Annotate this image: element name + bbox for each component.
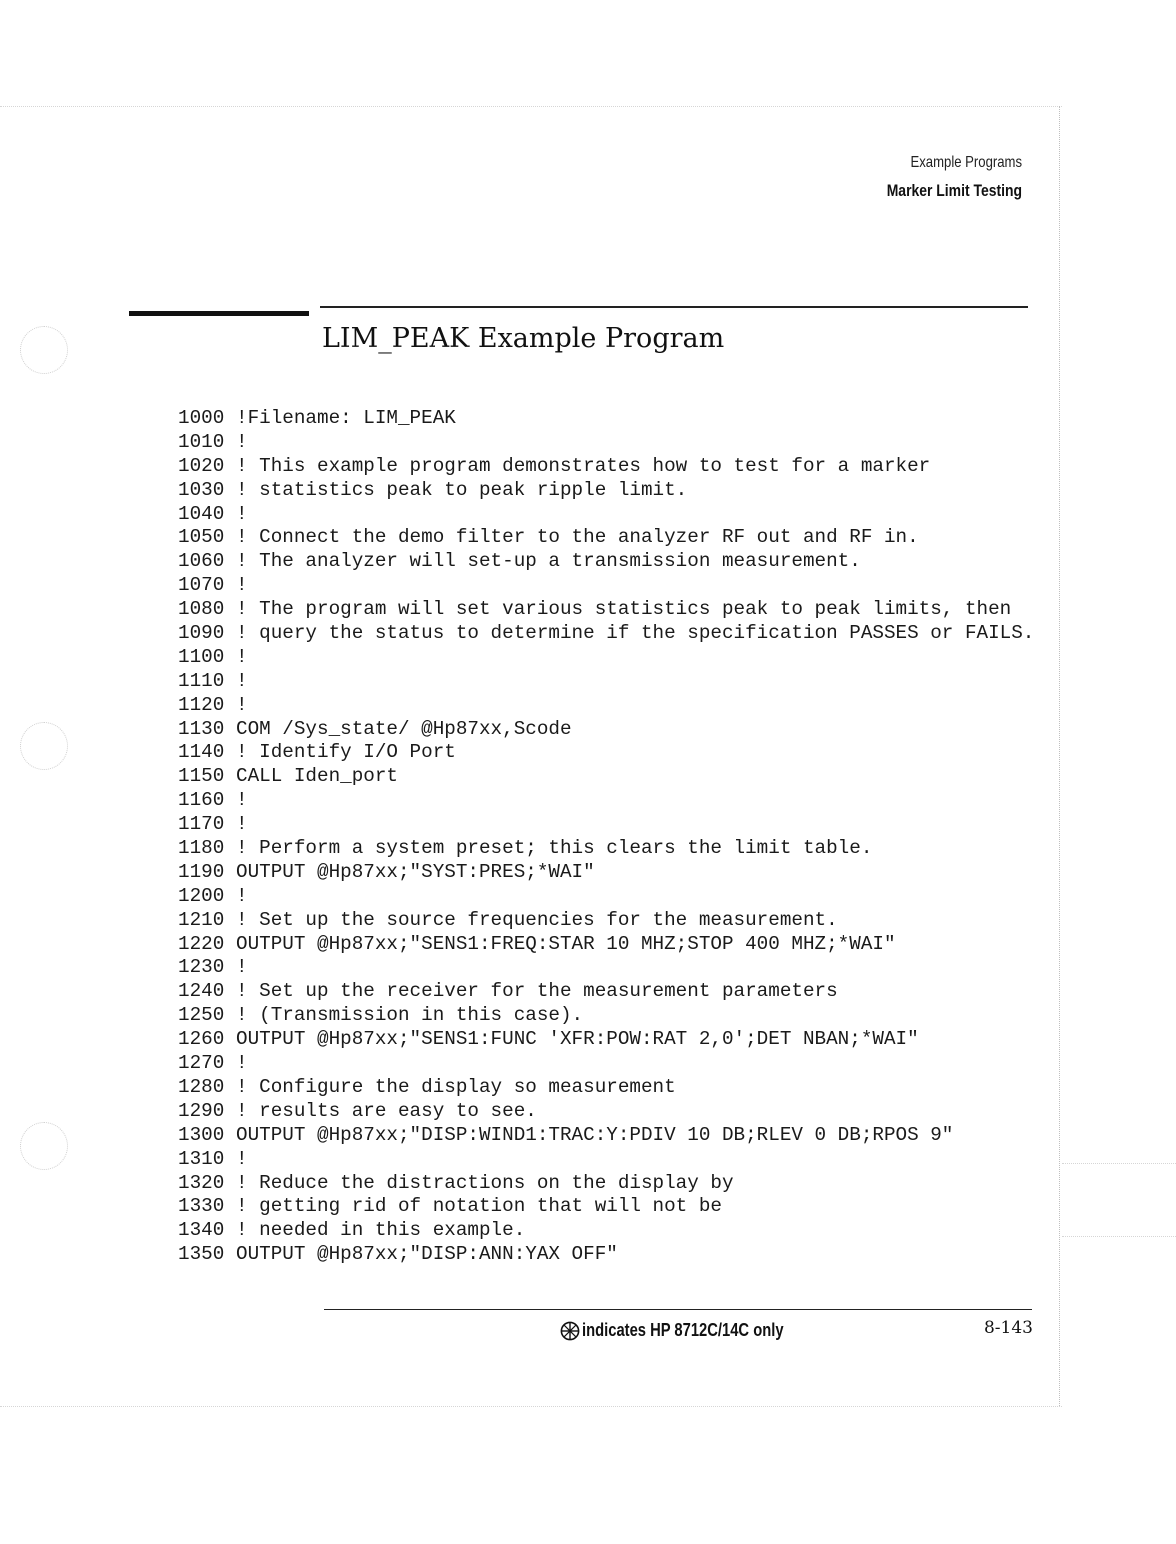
code-line-number: 1130 xyxy=(178,717,225,740)
section-rule-thick xyxy=(129,311,309,316)
code-line-number: 1290 xyxy=(178,1099,225,1122)
code-line-text: ! Connect the demo filter to the analyzer RF out and RF in. xyxy=(236,526,919,549)
running-header-chapter: Example Programs xyxy=(910,154,1022,171)
code-line xyxy=(178,1100,1034,1124)
code-line-number: 1250 xyxy=(178,1004,225,1027)
code-line-text: ! xyxy=(236,502,248,525)
code-line-text: ! Perform a system preset; this clears the limit table. xyxy=(236,837,873,860)
code-line xyxy=(178,1172,1034,1196)
code-line-number: 1220 xyxy=(178,932,225,955)
code-line-number: 1190 xyxy=(178,860,225,883)
code-line-text: !Filename: LIM_PEAK xyxy=(236,407,456,429)
code-line-text: OUTPUT @Hp87xx;"SENS1:FREQ:STAR 10 MHZ;STOP 400 MHZ;*WAI" xyxy=(236,932,896,955)
code-line-number: 1070 xyxy=(178,574,225,597)
code-line xyxy=(178,1195,1034,1219)
code-line-number: 1090 xyxy=(178,622,225,645)
code-line xyxy=(178,1124,1034,1148)
page-number: 8-143 xyxy=(983,1318,1033,1338)
code-line-number: 1160 xyxy=(178,789,225,812)
code-line-number: 1150 xyxy=(178,765,225,788)
code-line-text: ! results are easy to see. xyxy=(236,1099,537,1122)
code-line-text: ! getting rid of notation that will not be xyxy=(236,1195,722,1218)
code-line-text: ! xyxy=(236,430,248,453)
code-line-number: 1300 xyxy=(178,1123,225,1146)
code-line-number: 1000 xyxy=(178,407,225,429)
code-line xyxy=(178,1004,1034,1028)
code-line-text: ! Set up the receiver for the measurement parameters xyxy=(236,980,838,1003)
scan-edge-top xyxy=(0,106,1062,107)
code-line-text: ! xyxy=(236,693,248,716)
code-line xyxy=(178,479,1034,503)
code-line-text: ! statistics peak to peak ripple limit. xyxy=(236,478,688,501)
code-line xyxy=(178,1052,1034,1076)
code-line-number: 1350 xyxy=(178,1243,225,1266)
scan-edge-right-mark xyxy=(1062,1163,1176,1164)
code-line xyxy=(178,646,1034,670)
code-line-text: ! The analyzer will set-up a transmission measurement. xyxy=(236,550,861,573)
code-line-text: CALL Iden_port xyxy=(236,765,398,788)
code-line-text: ! xyxy=(236,574,248,597)
code-line xyxy=(178,670,1034,694)
code-line-text: ! Reduce the distractions on the display by xyxy=(236,1171,734,1194)
code-line xyxy=(178,503,1034,527)
code-line-text: ! xyxy=(236,1052,248,1075)
code-line-number: 1330 xyxy=(178,1195,225,1218)
code-line-number: 1040 xyxy=(178,502,225,525)
code-line-text: COM /Sys_state/ @Hp87xx,Scode xyxy=(236,717,572,740)
code-line xyxy=(178,718,1034,742)
code-line-number: 1340 xyxy=(178,1219,225,1242)
code-line-number: 1310 xyxy=(178,1147,225,1170)
code-line-text: ! xyxy=(236,956,248,979)
code-line-text: ! The program will set various statistics peak to peak limits, then xyxy=(236,598,1012,621)
code-line-text: ! Configure the display so measurement xyxy=(236,1075,676,1098)
code-line xyxy=(178,765,1034,789)
code-line-text: ! query the status to determine if the specification PASSES or FAILS. xyxy=(236,622,1035,645)
footer-note-text: indicates HP 8712C/14C only xyxy=(582,1320,784,1340)
code-line-text: ! xyxy=(236,1147,248,1170)
code-line-number: 1320 xyxy=(178,1171,225,1194)
code-line-text: ! xyxy=(236,884,248,907)
code-line-text: ! needed in this example. xyxy=(236,1219,526,1242)
code-line xyxy=(178,741,1034,765)
code-line-number: 1120 xyxy=(178,693,225,716)
code-line-number: 1200 xyxy=(178,884,225,907)
scan-edge-right xyxy=(1059,106,1060,1406)
code-line-number: 1050 xyxy=(178,526,225,549)
code-line-number: 1110 xyxy=(178,669,225,692)
code-line-number: 1020 xyxy=(178,454,225,477)
code-line-number: 1240 xyxy=(178,980,225,1003)
code-line xyxy=(178,431,1034,455)
code-line xyxy=(178,813,1034,837)
code-line xyxy=(178,837,1034,861)
code-line-number: 1180 xyxy=(178,837,225,860)
code-line-text: ! xyxy=(236,669,248,692)
scan-edge-bottom xyxy=(0,1406,1062,1407)
code-line-text: ! (Transmission in this case). xyxy=(236,1004,584,1027)
page-title: LIM_PEAK Example Program xyxy=(322,323,725,354)
hp-8712c-14c-only-icon xyxy=(560,1321,580,1341)
code-line xyxy=(178,909,1034,933)
code-line-number: 1260 xyxy=(178,1028,225,1051)
code-line-text: OUTPUT @Hp87xx;"SENS1:FUNC 'XFR:POW:RAT 2,0';DET NBAN;*WAI" xyxy=(236,1028,919,1051)
code-line xyxy=(178,933,1034,957)
code-line xyxy=(178,1028,1034,1052)
code-line xyxy=(178,861,1034,885)
code-line-number: 1230 xyxy=(178,956,225,979)
code-line xyxy=(178,980,1034,1004)
code-line-text: OUTPUT @Hp87xx;"DISP:WIND1:TRAC:Y:PDIV 10 DB;RLEV 0 DB;RPOS 9" xyxy=(236,1123,954,1146)
code-line xyxy=(178,622,1034,646)
code-line-number: 1280 xyxy=(178,1075,225,1098)
punch-hole xyxy=(20,326,68,374)
code-line xyxy=(178,1148,1034,1172)
code-line xyxy=(178,455,1034,479)
punch-hole xyxy=(20,1122,68,1170)
code-line-text: ! xyxy=(236,789,248,812)
code-line xyxy=(178,694,1034,718)
code-line xyxy=(178,526,1034,550)
code-line-number: 1170 xyxy=(178,813,225,836)
code-line-text: ! This example program demonstrates how to test for a marker xyxy=(236,454,931,477)
code-line-text: OUTPUT @Hp87xx;"DISP:ANN:YAX OFF" xyxy=(236,1243,618,1266)
code-line-number: 1060 xyxy=(178,550,225,573)
code-line xyxy=(178,407,1034,431)
code-line-text: ! Set up the source frequencies for the measurement. xyxy=(236,908,838,931)
code-line xyxy=(178,550,1034,574)
running-header-section: Marker Limit Testing xyxy=(886,181,1022,200)
punch-hole xyxy=(20,722,68,770)
code-listing xyxy=(178,407,1034,1267)
code-line xyxy=(178,1076,1034,1100)
code-line xyxy=(178,789,1034,813)
code-line-number: 1140 xyxy=(178,741,225,764)
code-line-number: 1030 xyxy=(178,478,225,501)
code-line xyxy=(178,885,1034,909)
code-line-number: 1210 xyxy=(178,908,225,931)
code-line xyxy=(178,574,1034,598)
code-line-number: 1100 xyxy=(178,645,225,668)
code-line xyxy=(178,1219,1034,1243)
code-line xyxy=(178,598,1034,622)
code-line-text: OUTPUT @Hp87xx;"SYST:PRES;*WAI" xyxy=(236,860,595,883)
scan-edge-right-mark xyxy=(1062,1236,1176,1237)
code-line-number: 1010 xyxy=(178,430,225,453)
section-rule-thin xyxy=(320,306,1028,308)
code-line-number: 1080 xyxy=(178,598,225,621)
code-line-text: ! xyxy=(236,645,248,668)
code-line-text: ! Identify I/O Port xyxy=(236,741,456,764)
code-line xyxy=(178,956,1034,980)
code-line xyxy=(178,1243,1034,1267)
code-line-number: 1270 xyxy=(178,1052,225,1075)
footer-rule xyxy=(324,1309,1032,1310)
footer-note xyxy=(560,1320,828,1341)
code-line-text: ! xyxy=(236,813,248,836)
